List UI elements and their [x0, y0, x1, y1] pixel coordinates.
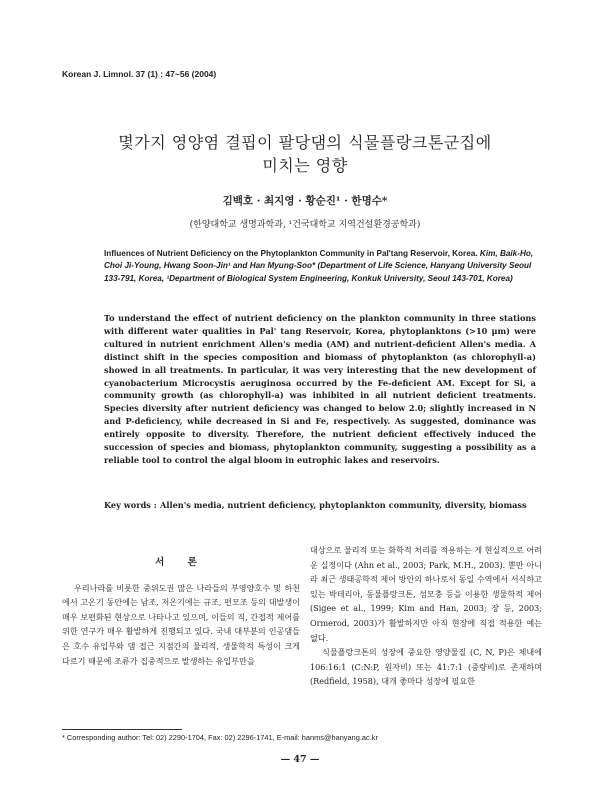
journal-reference: Korean J. Limnol. 37 (1) : 47~56 (2004) [62, 69, 217, 79]
korean-title-line1: 몇가지 영양염 결핍이 팔당댐의 식물플랑크톤군집에 [118, 133, 492, 152]
keywords-text: Allen's media, nutrient deficiency, phytoplankton community, diversity, biomass [160, 500, 527, 510]
body-column-right [310, 543, 542, 689]
keywords-label: Key words : [104, 500, 157, 510]
korean-title-line2: 미치는 영향 [262, 156, 348, 175]
english-title: Influences of Nutrient Deficiency on the Phytoplankton Community in Pal'tang Reservoir, Korea. [104, 249, 478, 258]
page-number: — 47 — [280, 754, 320, 765]
english-title-block [104, 248, 534, 285]
korean-affiliation: (한양대학교 생명과학과, ¹건국대학교 지역건설환경공학과) [189, 220, 421, 230]
corresponding-author-footnote: * Corresponding author: Tel: 02) 2290-1704, Fax: 02) 2296-1741, E-mail: hanms@hanyang.ac.kr [62, 733, 378, 742]
keywords [104, 499, 534, 512]
abstract: To understand the effect of nutrient deficiency on the plankton community in three stations with different water qualities in Pal' tang Reservoir, Korea, phytoplanktons (>10 μm) were cultured in nutrient enrichment Allen's media (AM) and nutrient-deficient Allen's media. A distinct shift in the species composition and biomass of phytoplankton (as chlorophyll-a) showed in all treatments. In particular, it was very interesting that the new development of cyanobacterium Microcystis aeruginosa occurred by the Fe-deficient AM. Except for Si, a community growth (as chlorophyll-a) was inhibited in all nutrient deficient treatments. Species diversity after nutrient deficiency was changed to below 2.0; slightly increased in N and P-deficiency, while decreased in Si and Fe, respectively. As suggested, dominance was entirely opposite to diversity. Therefore, the nutrient deficient effectively induced the succession of species and biomass, phytoplankton community, suggesting a possibility as a reliable tool to control the algal bloom in eutrophic lakes and reservoirs. [104, 313, 536, 465]
korean-authors: 김백호 · 최지영 · 황순진¹ · 한명수* [222, 195, 388, 207]
section-title: 서 론 [155, 557, 207, 568]
english-authors: Kim, Baik-Ho, Choi Ji-Young, Hwang Soon-Jin¹ and Han Myung-Soo* (Department of Life Science, Hanyang University Seoul 133-791, Korea, ¹Department of Biological System Engineering, Konkuk University, Seoul 143-701, Korea) [104, 249, 534, 283]
body-paragraph: 우리나라를 비롯한 중위도권 많은 나라들의 부영양호수 및 하천에서 고온기 동안에는 남조, 저온기에는 규조, 편모조 등의 대발생이 매우 보편화된 현상으로 나타나고 있으며, 이들의 직, 간접적 제어를 위한 연구가 매우 활발하게 진행되고 있다. 국내 대부분의 인공댐들은 호수 유입부와 댐 접근 지점간의 물리적, 생물학적 특성이 크게 다르기 때문에 조류가 집중적으로 발생하는 유입부만을 [62, 582, 300, 666]
body-paragraph: 식물플랑크톤의 성장에 중요한 영양물질 (C, N, P)은 체내에 106:16:1 (C:N:P, 원자비) 또는 41:7:1 (중량비)로 존재하며 (Redfield, 1958), 대개 좋마다 성장에 필요한 [310, 647, 542, 687]
body-paragraph: 대상으로 물리적 또는 화학적 처리를 적용하는 게 현실적으로 어려운 실정이다 (Ahn et al., 2003; Park, M.H., 2003). 뿐만 아니라 최근 생태공학적 제어 방안의 하나로서 동일 수역에서 서식하고 있는 박테리아, 동물플랑크톤, 섬모충 등을 이용한 생물학적 제어 (Sigee et al., 1999; Kim and Han, 2003; 장 등, 2003; Ormerod, 2003)가 활발하지만 아직 현장에 직접 적용한 예는 없다. [310, 545, 542, 643]
korean-title [70, 131, 540, 177]
footnote-divider [62, 729, 182, 730]
body-column-left [62, 556, 300, 668]
